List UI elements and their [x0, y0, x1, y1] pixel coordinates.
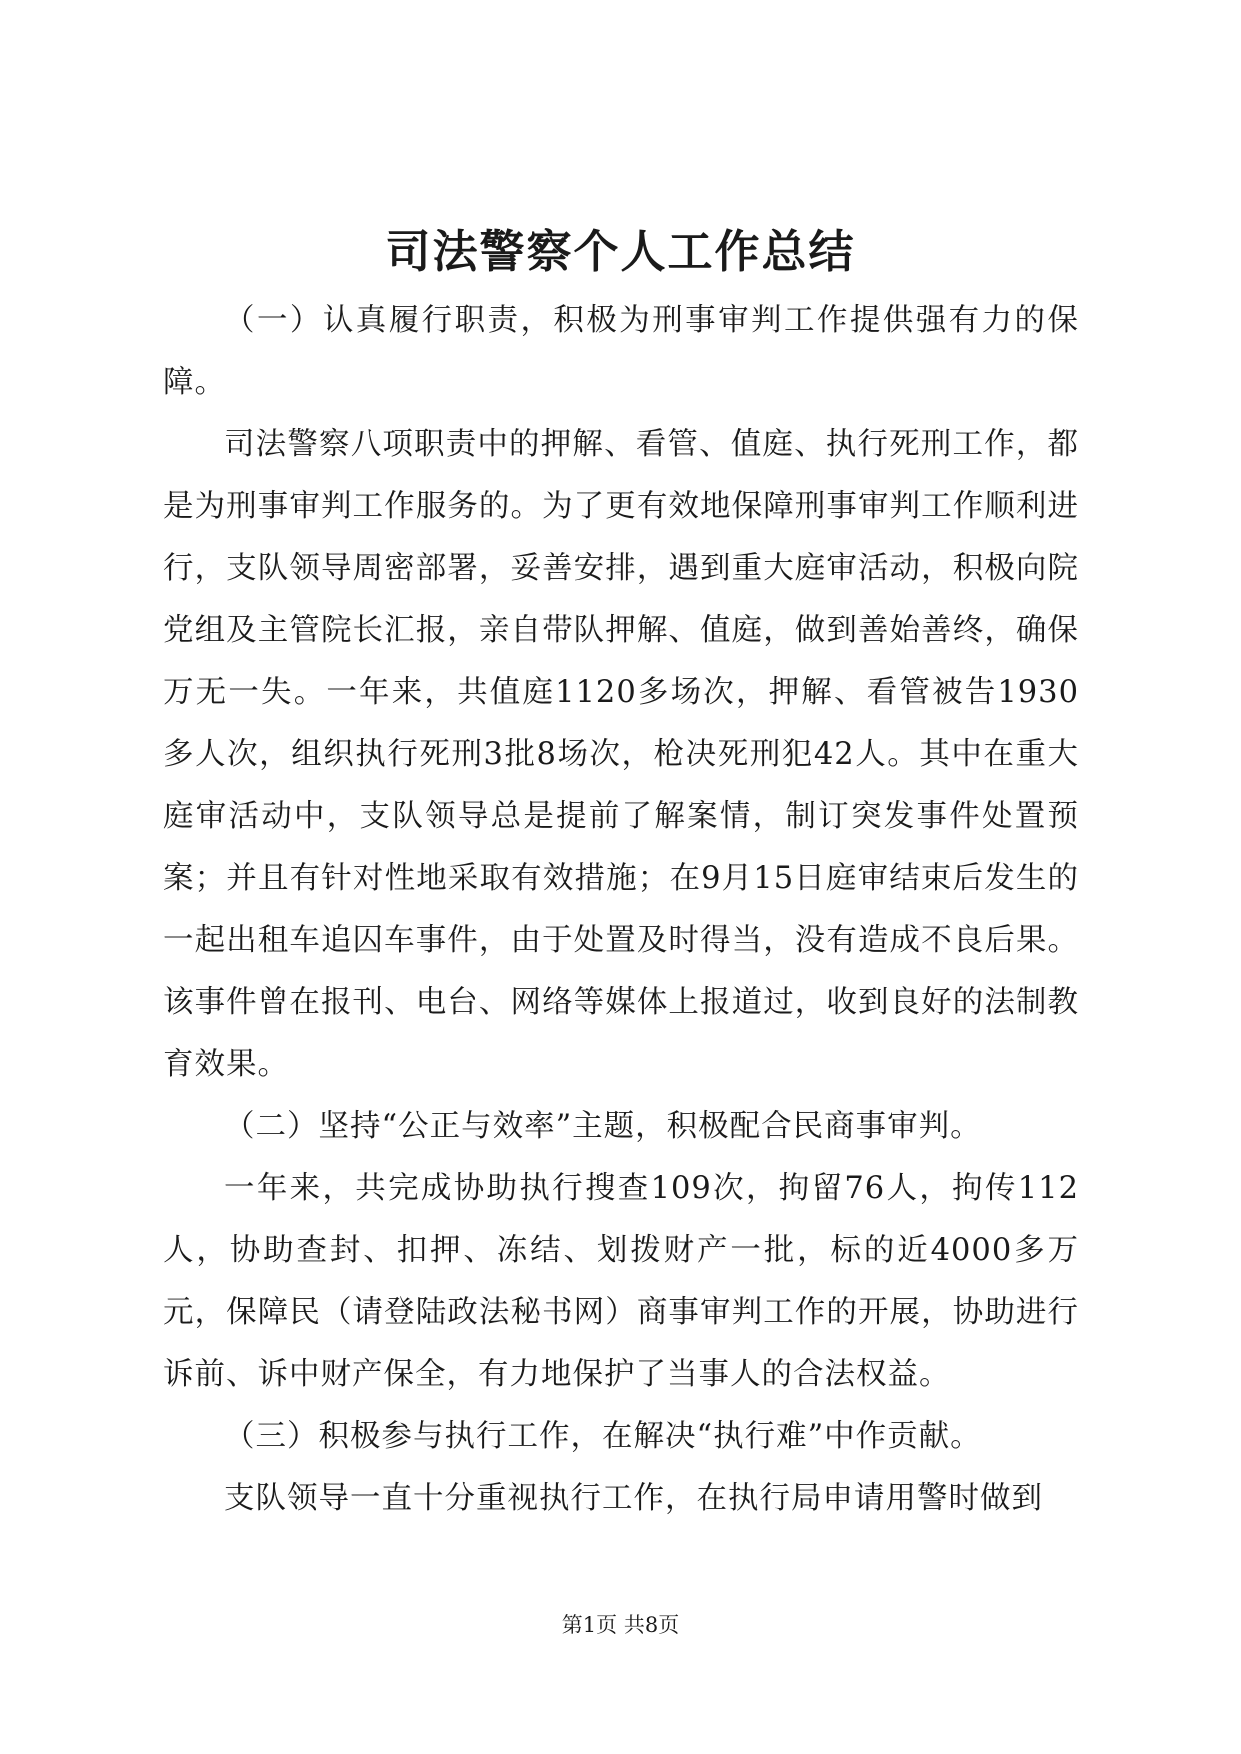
document-title: 司法警察个人工作总结: [385, 225, 856, 278]
paragraph-section-2-body: 一年来，共完成协助执行搜查109次，拘留76人，拘传112人，协助查封、扣押、冻结、划拨财产一批，标的近4000多万元，保障民（请登陆政法秘书网）商事审判工作的开展，协助进行诉前、诉中财产保全，有力地保护了当事人的合法权益。: [163, 1171, 1079, 1392]
paragraph-section-3-body: 支队领导一直十分重视执行工作，在执行局申请用警时做到: [224, 1481, 1043, 1516]
paragraph-section-1-body: 司法警察八项职责中的押解、看管、值庭、执行死刑工作，都是为刑事审判工作服务的。为了更有效地保障刑事审判工作顺利进行，支队领导周密部署，妥善安排，遇到重大庭审活动，积极向院党组及主管院长汇报，亲自带队押解、值庭，做到善始善终，确保万无一失。一年来，共值庭1120多场次，押解、看管被告1930多人次，组织执行死刑3批8场次，枪决死刑犯42人。其中在重大庭审活动中，支队领导总是提前了解案情，制订突发事件处置预案；并且有针对性地采取有效措施；在9月15日庭审结束后发生的一起出租车追囚车事件，由于处置及时得当，没有造成不良后果。该事件曾在报刊、电台、网络等媒体上报道过，收到良好的法制教育效果。: [163, 427, 1079, 1082]
paragraph-section-1-heading: （一）认真履行职责，积极为刑事审判工作提供强有力的保障。: [163, 303, 1079, 400]
paragraph-section-3-heading: （三）积极参与执行工作，在解决“执行难”中作贡献。: [224, 1419, 982, 1454]
document-body: [163, 290, 1079, 1530]
page-number-footer: 第1页 共8页: [561, 1613, 680, 1637]
paragraph-section-2-heading: （二）坚持“公正与效率”主题，积极配合民商事审判。: [224, 1109, 982, 1144]
